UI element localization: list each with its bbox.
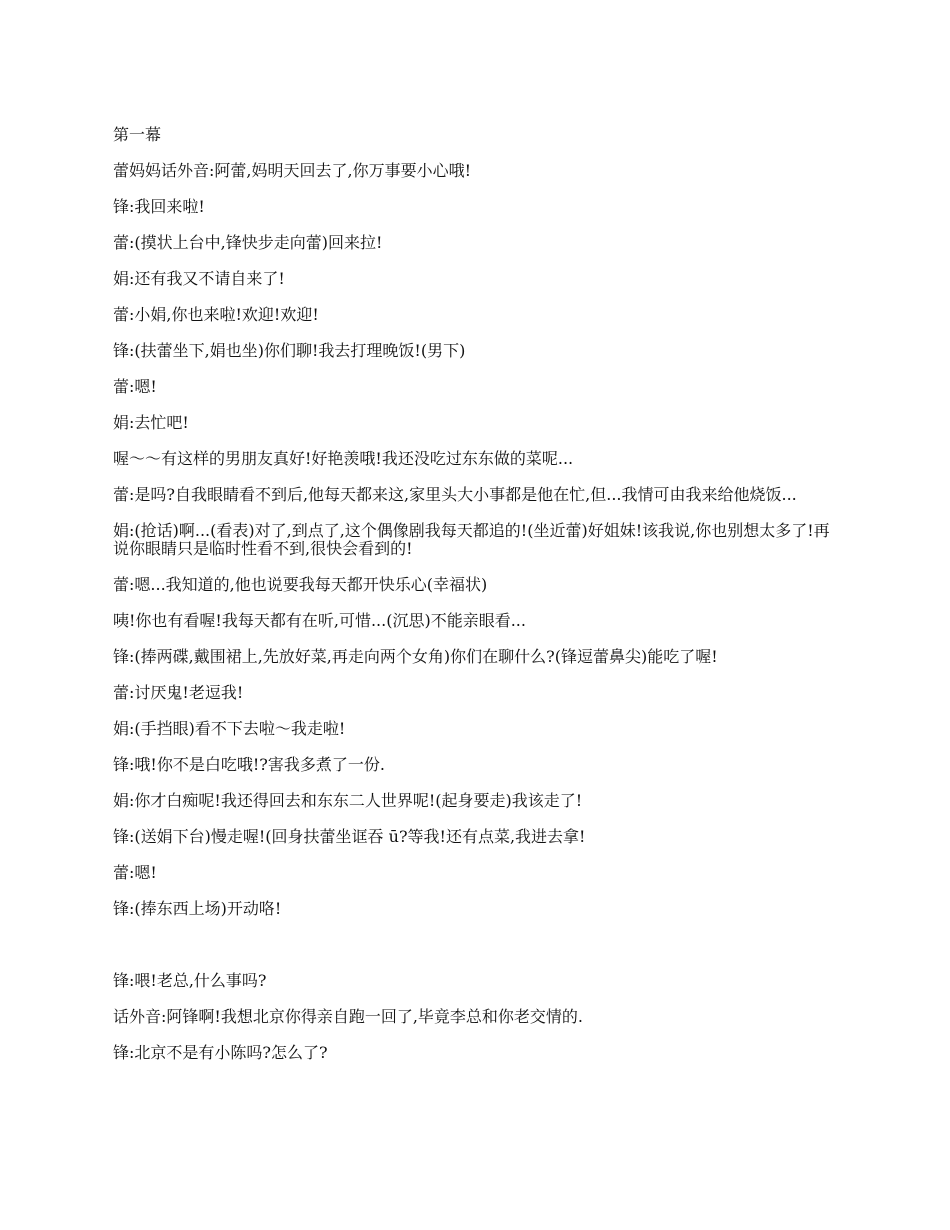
script-line: 娟:去忙吧! — [113, 413, 189, 432]
script-line: 锋:喂!老总,什么事吗? — [113, 971, 267, 990]
script-line: 锋:(扶蕾坐下,娟也坐)你们聊!我去打理晚饭!(男下) — [113, 341, 466, 360]
section-gap — [113, 936, 843, 972]
script-line: 锋:(捧两碟,戴围裙上,先放好菜,再走向两个女角)你们在聊什么?(锋逗蕾鼻尖)能吃了喔! — [113, 647, 718, 666]
script-line: 蕾:是吗?自我眼睛看不到后,他每天都来这,家里头大小事都是他在忙,但...我情可由我来给他烧饭... — [113, 485, 797, 504]
script-section-1 — [113, 126, 843, 918]
script-line: 话外音:阿锋啊!我想北京你得亲自跑一回了,毕竟李总和你老交情的. — [113, 1007, 583, 1026]
script-line: 锋:(送娟下台)慢走喔!(回身扶蕾坐诓吞 ū?等我!还有点菜,我进去拿! — [113, 827, 586, 846]
script-line: 蕾:嗯! — [113, 863, 157, 882]
script-line: 锋:(捧东西上场)开动咯! — [113, 899, 282, 918]
script-line: 喔～～有这样的男朋友真好!好艳羡哦!我还没吃过东东做的菜呢... — [113, 449, 574, 468]
script-line: 娟:还有我又不请自来了! — [113, 269, 285, 288]
script-line: 蕾:嗯...我知道的,他也说要我每天都开快乐心(幸福状) — [113, 575, 488, 594]
script-line: 娟:你才白痴呢!我还得回去和东东二人世界呢!(起身要走)我该走了! — [113, 791, 583, 810]
script-line: 第一幕 — [113, 125, 162, 144]
script-line: 蕾妈妈话外音:阿蕾,妈明天回去了,你万事要小心哦! — [113, 161, 471, 180]
script-line: 锋:我回来啦! — [113, 197, 205, 216]
script-line: 娟:(抢话)啊...(看表)对了,到点了,这个偶像剧我每天都追的!(坐近蕾)好姐妹!该我说,你也别想太多了!再说你眼睛只是临时性看不到,很快会看到的! — [113, 521, 830, 558]
script-line: 锋:北京不是有小陈吗?怎么了? — [113, 1043, 328, 1062]
script-line: 咦!你也有看喔!我每天都有在听,可惜...(沉思)不能亲眼看... — [113, 611, 526, 630]
script-line: 锋:哦!你不是白吃哦!?害我多煮了一份. — [113, 755, 385, 774]
script-text — [113, 126, 843, 1080]
script-section-2 — [113, 972, 843, 1062]
script-line: 蕾:讨厌鬼!老逗我! — [113, 683, 244, 702]
script-line: 蕾:(摸状上台中,锋快步走向蕾)回来拉! — [113, 233, 383, 252]
script-line: 蕾:小娟,你也来啦!欢迎!欢迎! — [113, 305, 319, 324]
script-line: 蕾:嗯! — [113, 377, 157, 396]
script-line: 娟:(手挡眼)看不下去啦～我走啦! — [113, 719, 346, 738]
